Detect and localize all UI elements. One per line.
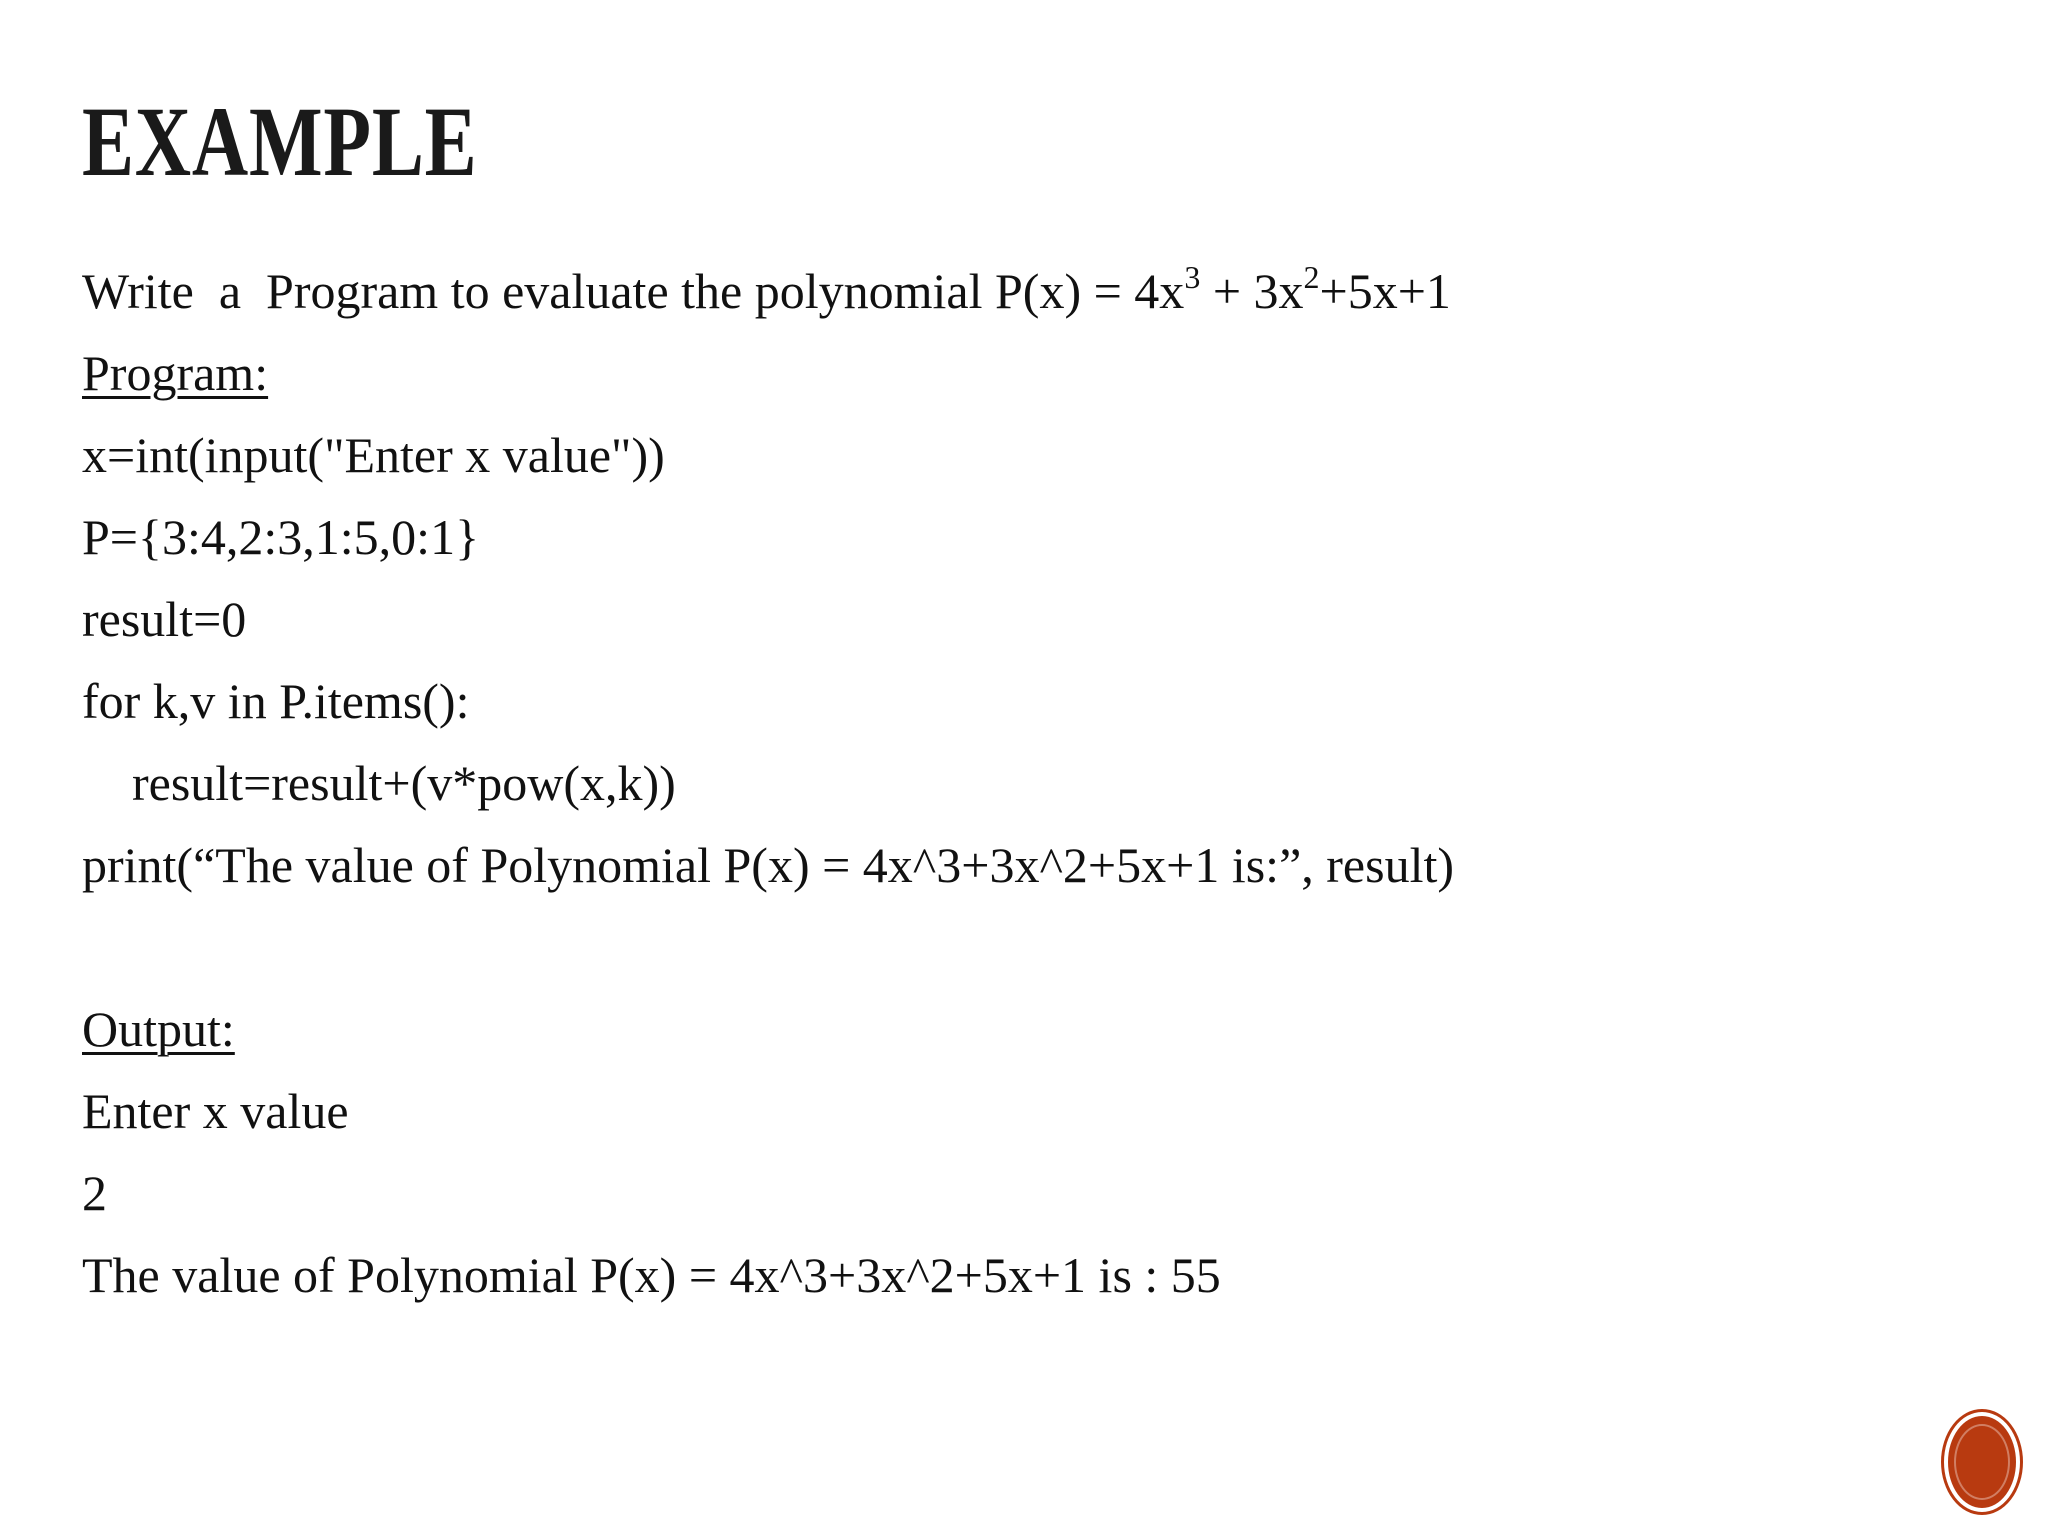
output-line: 2 (82, 1165, 107, 1221)
output-heading-line (82, 988, 1962, 1070)
circle-button-icon[interactable] (1944, 1412, 2020, 1512)
polynomial-part-c: +5x+1 (1319, 263, 1451, 319)
exponent-3: 3 (1184, 259, 1201, 295)
code-line: P={3:4,2:3,1:5,0:1} (82, 509, 480, 565)
code-line: x=int(input("Enter x value")) (82, 427, 665, 483)
program-heading-line (82, 332, 1962, 414)
polynomial-part-a: P(x) = 4x (995, 263, 1185, 319)
output-heading: Output: (82, 1001, 235, 1057)
task-prefix: Write a Program to evaluate the polynomial (82, 263, 995, 319)
spacer (82, 906, 1962, 988)
exponent-2: 2 (1303, 259, 1320, 295)
output-line: The value of Polynomial P(x) = 4x^3+3x^2+5x+1 is : 55 (82, 1247, 1221, 1303)
code-line-indented: result=result+(v*pow(x,k)) (132, 755, 676, 811)
polynomial-part-b: + 3x (1200, 263, 1304, 319)
slide-title: EXAMPLE (82, 86, 478, 197)
code-line: result=0 (82, 591, 247, 647)
program-heading: Program: (82, 345, 269, 401)
task-statement (82, 250, 1962, 332)
output-line: Enter x value (82, 1083, 349, 1139)
slide-content (82, 250, 1962, 1316)
code-line: print(“The value of Polynomial P(x) = 4x^3+3x^2+5x+1 is:”, result) (82, 837, 1454, 893)
code-line: for k,v in P.items(): (82, 673, 470, 729)
